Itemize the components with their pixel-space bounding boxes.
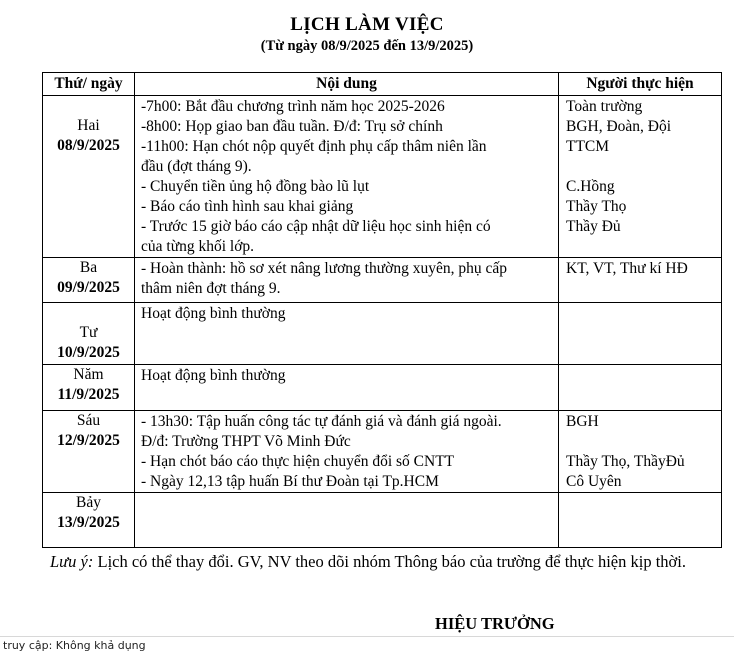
day-date: 13/9/2025 — [57, 514, 120, 531]
content-line: -11h00: Hạn chót nộp quyết định phụ cấp thâm niên lần — [141, 138, 487, 155]
table-row — [43, 365, 722, 411]
person-line: Thầy Thọ, ThầyĐủ — [566, 453, 685, 470]
content-line: - Chuyển tiền ủng hộ đồng bào lũ lụt — [141, 178, 370, 195]
table-row — [43, 258, 722, 303]
person-line: Thầy Đủ — [566, 218, 621, 235]
day-name: Tư — [79, 324, 98, 341]
content-line: -8h00: Họp giao ban đầu tuần. Đ/đ: Trụ sở chính — [141, 118, 443, 135]
content-line: của từng khối lớp. — [141, 238, 255, 255]
document-title: LỊCH LÀM VIỆC — [290, 14, 444, 35]
day-date: 08/9/2025 — [57, 137, 120, 154]
person-line — [566, 432, 715, 452]
person-cell — [559, 258, 722, 303]
content-line: -7h00: Bắt đầu chương trình năm học 2025-2026 — [141, 98, 445, 115]
table-row — [43, 411, 722, 493]
content-line: - Hoàn thành: hồ sơ xét nâng lương thường xuyên, phụ cấp — [141, 260, 507, 277]
person-cell — [559, 303, 722, 365]
content-cell — [135, 303, 559, 365]
header-content: Nội dung — [135, 73, 559, 96]
content-line: Đ/đ: Trường THPT Võ Minh Đức — [141, 433, 351, 450]
day-name: Năm — [73, 366, 104, 383]
status-bar: truy cập: Không khả dụng — [0, 636, 734, 654]
day-cell — [43, 493, 135, 548]
content-line: Hoạt động bình thường — [141, 367, 286, 384]
person-line: TTCM — [566, 138, 610, 155]
day-name: Ba — [79, 259, 98, 276]
table-row — [43, 303, 722, 365]
person-cell — [559, 411, 722, 493]
content-line: - Trước 15 giờ báo cáo cập nhật dữ liệu học sinh hiện có — [141, 218, 491, 235]
person-line: KT, VT, Thư kí HĐ — [566, 260, 688, 277]
note-text: Lịch có thể thay đổi. GV, NV theo dõi nhóm Thông báo của trường để thực hiện kịp thời. — [93, 552, 686, 571]
content-cell — [135, 96, 559, 258]
note-paragraph — [50, 551, 690, 573]
person-line: BGH — [566, 413, 599, 430]
day-name: Sáu — [76, 412, 101, 429]
day-date: 11/9/2025 — [57, 386, 120, 403]
content-line: - 13h30: Tập huấn công tác tự đánh giá và đánh giá ngoài. — [141, 413, 502, 430]
day-date: 09/9/2025 — [57, 279, 120, 296]
day-cell — [43, 258, 135, 303]
day-name: Bảy — [76, 494, 101, 511]
content-cell — [135, 493, 559, 548]
content-cell — [135, 411, 559, 493]
day-cell — [43, 365, 135, 411]
person-cell — [559, 96, 722, 258]
document-subtitle: (Từ ngày 08/9/2025 đến 13/9/2025) — [260, 38, 474, 54]
content-line: - Báo cáo tình hình sau khai giảng — [141, 198, 354, 215]
header-day: Thứ/ ngày — [43, 73, 135, 96]
content-line: đầu (đợt tháng 9). — [141, 158, 252, 175]
day-date: 12/9/2025 — [57, 432, 120, 449]
table-row — [43, 493, 722, 548]
schedule-table — [42, 72, 722, 548]
table-row — [43, 96, 722, 258]
day-name: Hai — [77, 117, 100, 134]
content-line: - Ngày 12,13 tập huấn Bí thư Đoàn tại Tp.HCM — [141, 473, 439, 490]
day-date: 10/9/2025 — [57, 344, 120, 361]
table-header-row — [43, 73, 722, 96]
person-cell — [559, 365, 722, 411]
person-line — [566, 157, 715, 177]
signature-title: HIỆU TRƯỞNG — [435, 614, 555, 633]
person-line: BGH, Đoàn, Đội — [566, 118, 672, 135]
day-cell — [43, 411, 135, 493]
content-line: thâm niên đợt tháng 9. — [141, 280, 281, 297]
day-cell — [43, 303, 135, 365]
content-cell — [135, 258, 559, 303]
person-line: C.Hồng — [566, 178, 615, 195]
content-line: Hoạt động bình thường — [141, 305, 286, 322]
person-line: Thầy Thọ — [566, 198, 627, 215]
person-line: Toàn trường — [566, 98, 643, 115]
person-cell — [559, 493, 722, 548]
person-line: Cô Uyên — [566, 473, 622, 490]
day-cell — [43, 96, 135, 258]
content-line: - Hạn chót báo cáo thực hiện chuyển đổi số CNTT — [141, 453, 455, 470]
content-cell — [135, 365, 559, 411]
header-person: Người thực hiện — [559, 73, 722, 96]
note-label: Lưu ý: — [50, 552, 94, 571]
